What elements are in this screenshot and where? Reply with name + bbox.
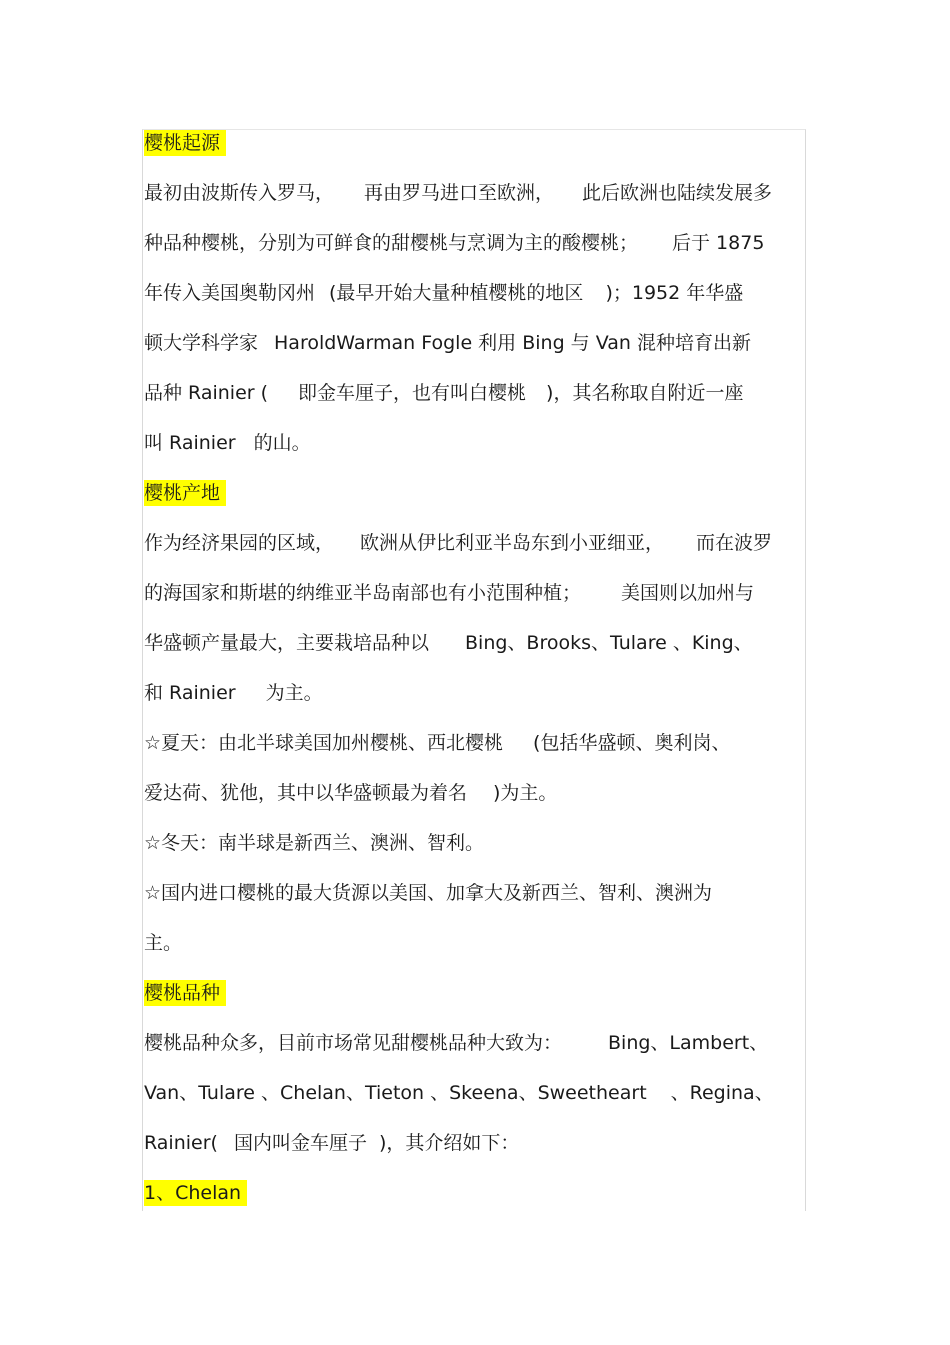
- text-segment: )为主。: [493, 782, 558, 804]
- text-segment: Van、Tulare 、Chelan、Tieton 、Skeena、Sweetheart: [144, 1082, 647, 1104]
- text-segment: 爱达荷、犹他，其中以华盛顿最为着名: [144, 782, 468, 804]
- text-segment: Bing、Lambert、: [608, 1032, 769, 1054]
- paragraph-line: [144, 780, 810, 830]
- section-heading-varieties: [144, 980, 810, 1030]
- text-segment: (最早开始大量种植樱桃的地区: [329, 282, 584, 304]
- paragraph-line: [144, 680, 810, 730]
- heading-text: 樱桃产地: [144, 480, 226, 506]
- text-segment: 美国则以加州与: [621, 582, 755, 604]
- text-segment: 欧洲从伊比利亚半岛东到小亚细亚，: [360, 532, 665, 554]
- text-segment: )；1952 年华盛: [605, 282, 744, 304]
- text-segment: 即金车厘子，也有叫白樱桃: [298, 382, 527, 404]
- text-segment: Bing、Brooks、Tulare 、King、: [465, 632, 753, 654]
- paragraph-line: [144, 1030, 810, 1080]
- paragraph-line: [144, 330, 810, 380]
- text-segment: 和 Rainier: [144, 682, 236, 704]
- text-segment: 品种 Rainier (: [144, 382, 269, 404]
- section-heading-origin: [144, 130, 810, 180]
- paragraph-line: [144, 380, 810, 430]
- text-segment: HaroldWarman Fogle 利用 Bing 与 Van 混种培育出新: [274, 332, 751, 354]
- paragraph-line: [144, 230, 810, 280]
- text-segment: 主。: [144, 932, 183, 954]
- text-segment: 的山。: [253, 432, 311, 454]
- paragraph-line: [144, 730, 810, 780]
- text-segment: (包括华盛顿、奥利岗、: [533, 732, 731, 754]
- text-segment: 、Regina、: [670, 1082, 774, 1104]
- paragraph-line: [144, 430, 810, 480]
- paragraph-line: [144, 830, 810, 880]
- text-segment: 樱桃品种众多，目前市场常见甜樱桃品种大致为：: [144, 1032, 563, 1054]
- text-segment: 叫 Rainier: [144, 432, 236, 454]
- text-segment: 后于 1875: [672, 232, 765, 254]
- text-segment: 为主。: [265, 682, 323, 704]
- paragraph-line: [144, 530, 810, 580]
- paragraph-line: [144, 1080, 810, 1130]
- text-segment: Rainier(: [144, 1132, 218, 1154]
- text-segment: ☆冬天：南半球是新西兰、澳洲、智利。: [144, 832, 485, 854]
- paragraph-line: [144, 180, 810, 230]
- text-segment: 此后欧洲也陆续发展多: [582, 182, 773, 204]
- text-segment: 而在波罗: [696, 532, 773, 554]
- paragraph-line: [144, 630, 810, 680]
- document-body: [144, 130, 810, 1230]
- text-segment: 年传入美国奥勒冈州: [144, 282, 316, 304]
- paragraph-line: [144, 1130, 810, 1180]
- text-segment: 种品种樱桃，分别为可鲜食的甜樱桃与烹调为主的酸樱桃；: [144, 232, 639, 254]
- text-segment: 最初由波斯传入罗马，: [144, 182, 335, 204]
- text-segment: 的海国家和斯堪的纳维亚半岛南部也有小范围种植；: [144, 582, 582, 604]
- text-segment: )，其介绍如下：: [378, 1132, 520, 1154]
- text-segment: 顿大学科学家: [144, 332, 259, 354]
- text-segment: ☆夏天：由北半球美国加州樱桃、西北樱桃: [144, 732, 504, 754]
- text-segment: 再由罗马进口至欧洲，: [364, 182, 555, 204]
- heading-text: 1、Chelan: [144, 1180, 247, 1206]
- paragraph-line: [144, 580, 810, 630]
- paragraph-line: [144, 280, 810, 330]
- heading-text: 樱桃起源: [144, 130, 226, 156]
- text-segment: 国内叫金车厘子: [233, 1132, 367, 1154]
- paragraph-line: [144, 880, 810, 930]
- text-segment: )，其名称取自附近一座: [546, 382, 744, 404]
- text-segment: ☆国内进口樱桃的最大货源以美国、加拿大及新西兰、智利、澳洲为: [144, 882, 713, 904]
- section-heading-chelan: [144, 1180, 810, 1230]
- paragraph-line: [144, 930, 810, 980]
- heading-text: 樱桃品种: [144, 980, 226, 1006]
- text-segment: 作为经济果园的区域，: [144, 532, 335, 554]
- section-heading-origin-place: [144, 480, 810, 530]
- text-segment: 华盛顿产量最大，主要栽培品种以: [144, 632, 430, 654]
